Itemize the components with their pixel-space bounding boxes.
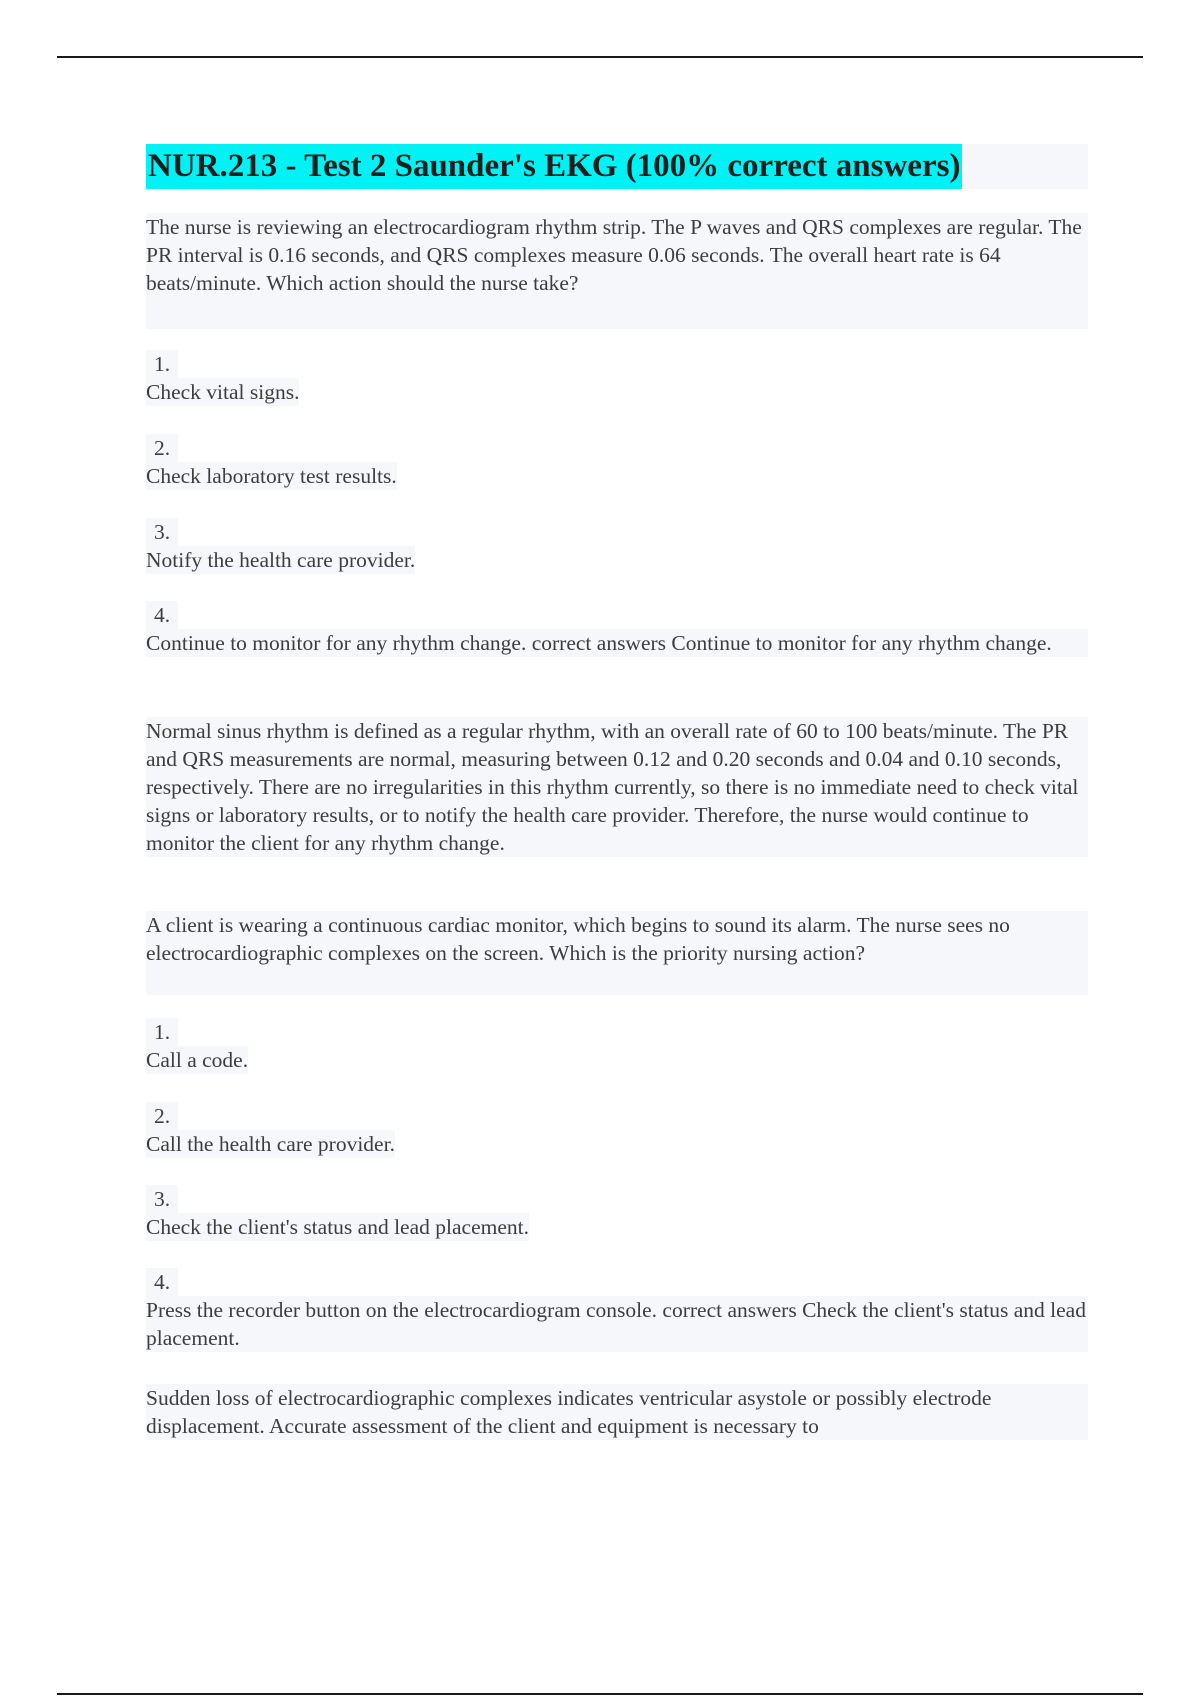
header-rule bbox=[57, 56, 1143, 58]
option-text: Check the client's status and lead placement. bbox=[146, 1215, 529, 1239]
option-number: 2. bbox=[146, 434, 178, 462]
question-2-option-2 bbox=[146, 1102, 395, 1158]
option-number: 3. bbox=[146, 1185, 178, 1213]
footer-rule bbox=[57, 1693, 1143, 1695]
option-text: Continue to monitor for any rhythm change. correct answers Continue to monitor for any rhythm change. bbox=[146, 629, 1088, 657]
question-1-option-1 bbox=[146, 350, 299, 406]
question-1-option-2 bbox=[146, 434, 397, 490]
option-number: 1. bbox=[146, 350, 178, 378]
option-number: 4. bbox=[146, 601, 178, 629]
question-1-option-4 bbox=[146, 601, 1088, 657]
document-page bbox=[146, 144, 1088, 1438]
option-number: 1. bbox=[146, 1018, 178, 1046]
question-1-option-3 bbox=[146, 518, 415, 574]
question-2-option-4 bbox=[146, 1268, 1088, 1352]
option-number: 3. bbox=[146, 518, 178, 546]
question-2-option-1 bbox=[146, 1018, 248, 1074]
question-2-rationale: Sudden loss of electrocardiographic complexes indicates ventricular asystole or possibly electrode displacement. Accurate assessment of the client and equipment is necessary to bbox=[146, 1384, 1088, 1440]
option-number: 4. bbox=[146, 1268, 178, 1296]
option-text: Check vital signs. bbox=[146, 380, 300, 404]
option-text: Call the health care provider. bbox=[146, 1132, 395, 1156]
option-number: 2. bbox=[146, 1102, 178, 1130]
document-title: NUR.213 - Test 2 Saunder's EKG (100% correct answers) bbox=[146, 144, 962, 189]
question-1-rationale: Normal sinus rhythm is defined as a regular rhythm, with an overall rate of 60 to 100 beats/minute. The PR and QRS measurements are normal, measuring between 0.12 and 0.20 seconds and 0.04 and 0.10 seconds, respectively. There are no irregularities in this rhythm currently, so there is no immediate need to check vital signs or laboratory results, or to notify the health care provider. Therefore, the nurse would continue to monitor the client for any rhythm change. bbox=[146, 717, 1088, 857]
option-text: Press the recorder button on the electrocardiogram console. correct answers Check the client's status and lead placement. bbox=[146, 1296, 1088, 1352]
option-text: Check laboratory test results. bbox=[146, 464, 397, 488]
title-band bbox=[146, 144, 1088, 189]
question-1-stem: The nurse is reviewing an electrocardiogram rhythm strip. The P waves and QRS complexes are regular. The PR interval is 0.16 seconds, and QRS complexes measure 0.06 seconds. The overall heart rate is 64 beats/minute. Which action should the nurse take? bbox=[146, 213, 1088, 329]
option-text: Call a code. bbox=[146, 1048, 249, 1072]
question-2-stem: A client is wearing a continuous cardiac monitor, which begins to sound its alarm. The nurse sees no electrocardiographic complexes on the screen. Which is the priority nursing action? bbox=[146, 911, 1088, 995]
option-text: Notify the health care provider. bbox=[146, 548, 416, 572]
question-2-option-3 bbox=[146, 1185, 529, 1241]
